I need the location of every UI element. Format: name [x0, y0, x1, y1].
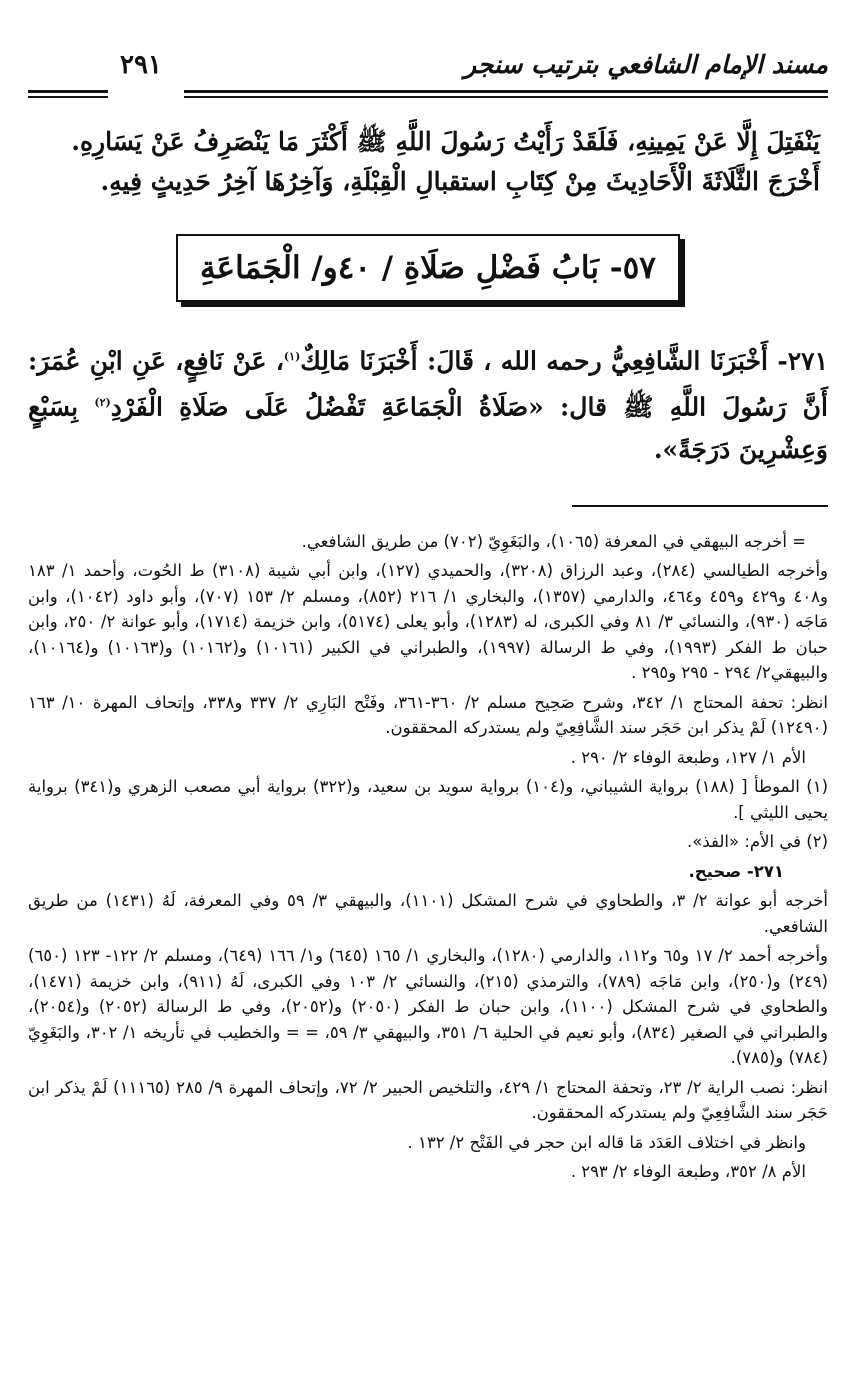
page [28, 44, 828, 1364]
chapter-heading: ٥٧- بَابُ فَضْلِ صَلَاةِ / ٤٠و/ الْجَمَاعَةِ [176, 234, 680, 302]
text-line: أَخْرَجَ الثَّلَاثَةَ الْأَحَادِيثَ مِنْ كِتَابِ استقبالِ الْقِبْلَةِ، وَآخِرُهَا آخِرُ حَدِيثٍ فِيهِ. [100, 167, 820, 196]
footnote-1 [28, 774, 828, 825]
chapter-heading-wrap [28, 234, 828, 302]
note-line: = أخرجه البيهقي في المعرفة (١٠٦٥)، والبَغَوِيّ (٧٠٢) من طريق الشافعي. [301, 531, 806, 551]
note-paragraph: انظر: نصب الراية ٢/ ٢٣، وتحفة المحتاج ١/ ٤٢٩، والتلخيص الحبير ٢/ ٧٢، وإتحاف المهرة ٩/ ٢٨٥ (١١١٦٥) لَمْ يذكر ابن حَجَر سند الشَّافِعِيّ ولم يستدركه المحققون. [28, 1077, 828, 1123]
footnote-text: الموطأ [ (١٨٨) برواية الشيباني، و(١٠٤) برواية سويد بن سعيد، و(٣٢٢) برواية أبي مصعب الزهري و(٣٤١) برواية يحيى الليثي ]. [28, 777, 828, 822]
page-header [28, 44, 828, 102]
note-paragraph: انظر: تحفة المحتاج ١/ ٣٤٢، وشرح صَحِيح مسلم ٢/ ٣٦٠-٣٦١، وفَتْح البَارِي ٢/ ٣٣٧ و٣٣٨، وإتحاف المهرة ١٠/ ١٦٣ (١٢٤٩٠) لَمْ يذكر ابن حَجَر سند الشَّافِعِيّ ولم يستدركه المحققون. [28, 692, 828, 738]
footnotes [28, 529, 828, 1185]
hadith-grade: ٢٧١- صحيح. [688, 861, 784, 881]
hadith-intro: ٢٧١- أَخْبَرَنَا الشَّافِعِيُّ رحمه الله ، قَالَ: أَخْبَرَنَا مَالِكٌ [300, 346, 829, 376]
footnote-separator [572, 505, 828, 507]
note-paragraph: وأخرجه الطيالسي (٢٨٤)، وعبد الرزاق (٣٢٠٨)، والحميدي (١٢٧)، وابن أبي شيبة (٣١٠٨) ط الحُوت، وأحمد ١/ ١٨٣ و٤٠٨ و٤٢٩ و٤٥٩ و٤٦٤، والدارمي (١٣٥٧)، والبخاري ١/ ٢١٦ (٨٥٢)، ومسلم ٢/ ١٥٣ (٧٠٧)، وأبو داود (١٠٤٢)، وابن مَاجَه (٩٣٠)، والنسائي ٣/ ٨١ وفي الكبرى، له (١٢٨٣)، وأبو يعلى (٥١٧٤)، وابن خزيمة (١٧١٤)، وأبو عوانة ٢/ ٢٥٠، وابن حبان ط الفكر (١٩٩٣)، وفي ط الرسالة (١٩٩٧)، والطبراني في الكبير (١٠١٦١) و(١٠١٦٢) و(١٠١٦٣) و(١٠١٦٤)، والبيهقي٢/ ٢٩٤ - ٢٩٥ و٢٩٥ . [28, 561, 829, 683]
footnote-ref[interactable]: (١) [283, 350, 301, 363]
text-line: يَنْفَتِلَ إِلَّا عَنْ يَمِينِهِ، فَلَقَدْ رَأَيْتُ رَسُولَ اللَّهِ ﷺ أَكْثَرَ مَا يَنْصَرِفُ عَنْ يَسَارِهِ. [71, 127, 820, 156]
hadith-end: بِسَبْعٍ وَعِشْرِينَ دَرَجَةً». [28, 392, 828, 464]
header-rule [28, 90, 108, 93]
note-line: وانظر في اختلاف العَدَد مَا قاله ابن حجر في الفَتْح ٢/ ١٣٢ . [407, 1132, 806, 1152]
hadith-mid: ، عَنْ نَافِعٍ، عَنِ ابْنِ عُمَرَ: أَنَّ رَسُولَ اللَّهِ ﷺ قال: «صَلَاةُ الْجَمَاعَةِ تَفْضُلُ عَلَى صَلَاةِ الْفَرْدِ [28, 346, 828, 422]
note-paragraph: أخرجه أبو عوانة ٢/ ٣، والطحاوي في شرح المشكل (١١٠١)، والبيهقي ٣/ ٥٩ وفي المعرفة، لَهُ (١٤٣١) من طريق الشافعي. [28, 891, 829, 936]
header-rule [184, 96, 828, 98]
hadith-text [28, 336, 828, 471]
header-rule [28, 96, 108, 98]
page-number: ٢٩١ [120, 50, 162, 80]
footnote-text: في الأم: «الفذ». [687, 832, 801, 852]
running-title: مسند الإمام الشافعي بترتيب سنجر [464, 50, 828, 79]
main-text [28, 122, 820, 202]
note-line: الأم ١/ ١٢٧، وطبعة الوفاء ٢/ ٢٩٠ . [570, 747, 806, 767]
footnote-2 [28, 829, 828, 855]
note-line: الأم ٨/ ٣٥٢، وطبعة الوفاء ٢/ ٢٩٣ . [570, 1162, 806, 1182]
footnote-ref[interactable]: (٢) [94, 396, 111, 410]
footnote-label: (٢) [806, 832, 828, 852]
header-rule [184, 90, 828, 93]
footnote-label: (١) [806, 777, 828, 797]
note-paragraph: وأخرجه أحمد ٢/ ١٧ و٦٥ و١١٢، والدارمي (١٢٨٠)، والبخاري ١/ ١٦٥ (٦٤٥) و١/ ١٦٦ (٦٤٩)، ومسلم ٢/ ١٢٢- ١٢٣ (٦٥٠) (٢٤٩) و(٢٥٠)، وابن مَاجَه (٧٨٩)، والترمذي (٢١٥)، والنسائي ٢/ ١٠٣ وفي الكبرى، لَهُ (٩١١)، وابن خزيمة (١٤٧١)، والطحاوي في شرح المشكل (١١٠٠)، وابن حبان ط الفكر (٢٠٥٠) و(٢٠٥٢)، وفي ط الرسالة (٢٠٥٢) و(٢٠٥٤)، والطبراني في الصغير (٨٣٤)، وأبو نعيم في الحلية ٦/ ٣٥١، والبيهقي ٣/ ٥٩، = = والخطيب في تأريخه ١/ ٣٠٢، والبَغَوِيّ (٧٨٤) و(٧٨٥). [28, 946, 829, 1068]
